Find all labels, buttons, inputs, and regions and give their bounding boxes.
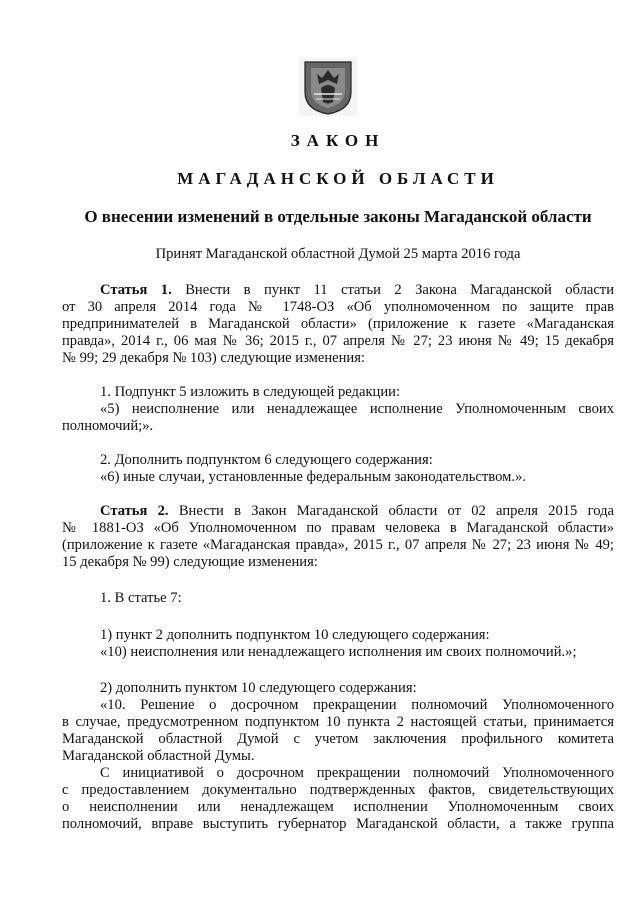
article2-sub2-line4: Магаданской областной Думы. [62, 748, 255, 764]
adoption-line: Принят Магаданской областной Думой 25 марта 2016 года [155, 246, 521, 262]
article2-sub2-line2: в случае, предусмотренном подпунктом 10 пункта 2 настоящей статьи, принимается [62, 714, 614, 730]
article2-line4: 15 декабря № 99) следующие изменения: [62, 554, 318, 570]
article1-text1: Внести в пункт 11 статьи 2 Закона Магаданской области [185, 282, 614, 298]
article2-sub2-line5: С инициативой о досрочном прекращении полномочий Уполномоченного [100, 765, 614, 781]
article2-item1: 1. В статье 7: [100, 590, 182, 606]
article1-item2-text: «6) иные случаи, установленные федеральным законодательством.». [100, 469, 526, 485]
article1-item1-end: полномочий;». [62, 418, 154, 434]
coat-of-arms-icon [299, 58, 357, 116]
article2-sub2-line3: Магаданской областной Думой с учетом заключения профильного комитета [62, 731, 614, 747]
article1-item2: 2. Дополнить подпунктом 6 следующего содержания: [100, 452, 433, 468]
law-subtitle: О внесении изменений в отдельные законы Магаданской области [84, 207, 592, 226]
article1-line1 [100, 282, 614, 299]
article1-line4: правда», 2014 г., 06 мая № 36; 2015 г., 07 апреля № 27; 23 июня № 49; 15 декабря [62, 333, 614, 349]
article2-sub1: 1) пункт 2 дополнить подпунктом 10 следующего содержания: [100, 627, 490, 643]
article1-item1: 1. Подпункт 5 изложить в следующей редакции: [100, 384, 401, 400]
article2-text1: Внести в Закон Магаданской области от 02 апреля 2015 года [178, 503, 614, 519]
article1-line5: № 99; 29 декабря № 103) следующие изменения: [62, 350, 366, 366]
article2-line2: № 1881-ОЗ «Об Уполномоченном по правам человека в Магаданской области» [62, 520, 614, 536]
article1-item1-text: «5) неисполнение или ненадлежащее исполнение Уполномоченным своих [100, 401, 614, 417]
article2-sub2-line1: «10. Решение о досрочном прекращении полномочий Уполномоченного [100, 697, 614, 713]
law-title: ЗАКОН [290, 131, 386, 150]
article2-line1 [100, 503, 614, 520]
article2-sub2-line7: о неисполнении или ненадлежащем исполнении Уполномоченным своих [62, 799, 614, 815]
article1-line2: от 30 апреля 2014 года № 1748-ОЗ «Об уполномоченном по защите прав [62, 299, 614, 315]
article2-sub2: 2) дополнить пунктом 10 следующего содержания: [100, 680, 417, 696]
article2-sub2-line8: полномочий, вправе выступить губернатор Магаданской области, а также группа [62, 816, 614, 832]
article2-line3: (приложение к газете «Магаданская правда», 2015 г., 07 апреля № 27; 23 июня № 49; [62, 537, 614, 553]
article2-label: Статья 2. [100, 503, 169, 519]
article2-sub1-text: «10) неисполнения или ненадлежащего исполнения им своих полномочий.»; [100, 644, 577, 660]
region-title: МАГАДАНСКОЙ ОБЛАСТИ [177, 169, 499, 188]
article1-line3: предпринимателей в Магаданской области» (приложение к газете «Магаданская [62, 316, 614, 332]
article1-label: Статья 1. [100, 282, 172, 298]
article2-sub2-line6: с предоставлением документально подтвержденных фактов, свидетельствующих [62, 782, 614, 798]
